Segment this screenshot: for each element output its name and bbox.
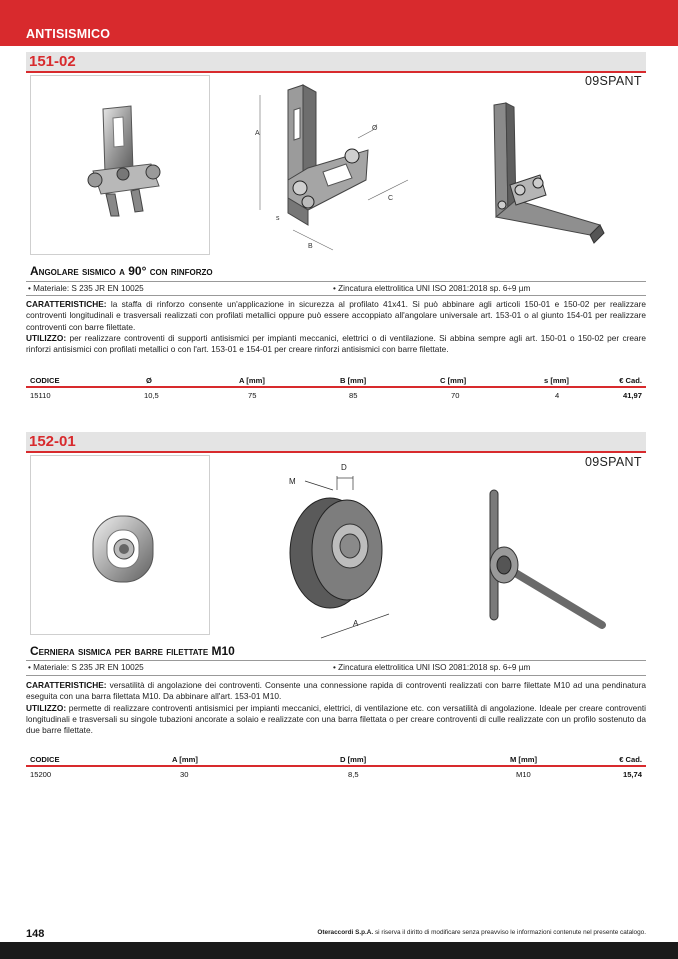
- section-title: ANTISISMICO: [26, 27, 111, 41]
- features-label: CARATTERISTICHE:: [26, 680, 107, 690]
- product-photo: [30, 75, 210, 255]
- product-code: 151-02: [29, 53, 76, 70]
- cell-codice: 15200: [30, 770, 52, 779]
- col-d: D [mm]: [340, 755, 367, 764]
- price-table: [26, 753, 646, 780]
- table-divider: [26, 765, 646, 767]
- cell-diameter: 10,5: [144, 391, 159, 400]
- col-b: B [mm]: [340, 376, 367, 385]
- assembly-render: [480, 485, 610, 635]
- divider: [26, 281, 646, 282]
- technical-drawing: [248, 80, 418, 255]
- col-codice: CODICE: [30, 376, 60, 385]
- col-codice: CODICE: [30, 755, 60, 764]
- col-price: € Cad.: [619, 376, 642, 385]
- use-label: UTILIZZO:: [26, 702, 67, 713]
- disclaimer-text: si riserva il diritto di modificare senza preavviso le informazioni contenute nel presente catalogo.: [374, 929, 646, 936]
- col-price: € Cad.: [619, 755, 642, 764]
- table-divider: [26, 386, 646, 388]
- table-row: [26, 389, 646, 401]
- features-text: versatilità di angolazione dei controventi. Consente una connessione rapida di controventi realizzati con barre filettate M10 ad una pendinatura eseguita con una barra filettata M10. Da abbinare all'art. 153-01 M10.: [26, 680, 646, 702]
- price-table: [26, 374, 646, 401]
- features-text: la staffa di rinforzo consente un'applicazione in sicurezza al profilato 41x41. Si può abbinare agli articoli 150-01 e 150-02 per realizzare controventi longitudinali e trasversali realizzati con profilati metallici oppure può essere accoppiato all'angolare universale art. 153-01 o al giunto 154-01 per realizzare controventi con barre filettate.: [26, 299, 646, 332]
- cell-s: 4: [555, 391, 560, 400]
- cell-price: 41,97: [622, 391, 642, 400]
- col-c: C [mm]: [440, 376, 467, 385]
- finish-spec: • Zincatura elettrolitica UNI ISO 2081:2018 sp. 6÷9 µm: [333, 663, 531, 672]
- table-row: [26, 768, 646, 780]
- dim-label-b: B: [308, 243, 313, 250]
- brand-label: 09SPANT: [585, 455, 642, 469]
- cell-codice: 15110: [30, 391, 51, 400]
- hinge-photo-icon: [31, 456, 209, 634]
- divider: [26, 675, 646, 676]
- product-header: [26, 432, 646, 451]
- footer-bar: [0, 942, 678, 959]
- col-a: A [mm]: [172, 755, 198, 764]
- dim-label-c: C: [388, 195, 394, 202]
- page-number: 148: [26, 928, 45, 940]
- dim-label-a: A: [353, 619, 359, 628]
- cell-c: 70: [451, 391, 460, 400]
- product-description: [26, 680, 646, 736]
- cell-b: 85: [349, 391, 358, 400]
- finish-spec: • Zincatura elettrolitica UNI ISO 2081:2018 sp. 6÷9 µm: [333, 284, 531, 293]
- divider: [26, 71, 646, 73]
- dim-label-m: M: [289, 477, 296, 486]
- use-text: per realizzare controventi di supporti antisismici per impianti meccanici, elettrici o di ventilazione. Si abbina sempre agli art. 150-01 o 150-02 per creare rinforzi antisismici con profilati metallici o con l'art. 153-01 e 154-01 per creare rinforzi antisismici con barre filettate.: [26, 332, 646, 355]
- material-spec: • Materiale: S 235 JR EN 10025: [28, 663, 144, 672]
- divider: [26, 451, 646, 453]
- assembly-render: [480, 95, 610, 245]
- features-label: CARATTERISTICHE:: [26, 299, 107, 309]
- col-m: M [mm]: [510, 755, 537, 764]
- product-title: Cerniera sismica per barre filettate M10: [30, 644, 235, 658]
- brand-label: 09SPANT: [585, 74, 642, 88]
- divider: [26, 660, 646, 661]
- cell-a: 30: [180, 770, 189, 779]
- dim-label-diameter: Ø: [372, 125, 378, 132]
- dim-label-d: D: [341, 463, 347, 472]
- table-header: [26, 374, 646, 386]
- disclaimer: [317, 929, 646, 936]
- col-s: s [mm]: [544, 376, 569, 385]
- table-header: [26, 753, 646, 765]
- product-description: [26, 299, 646, 355]
- col-a: A [mm]: [239, 376, 265, 385]
- use-text: permette di realizzare controventi antisismici per impianti meccanici, elettrici, di ventilazione etc. con versatilità di angolazione. Ideale per creare controventi longitudinali e trasversali su singole tubazioni ancorate a solaio e realizzate con una barra filettata o per creare controventi di culle realizzate con un profilo sostenuto da due barre filettate.: [26, 702, 647, 736]
- technical-drawing: [285, 458, 405, 638]
- product-title: Angolare sismico a 90° con rinforzo: [30, 264, 213, 278]
- divider: [26, 295, 646, 296]
- col-diameter: Ø: [146, 376, 152, 385]
- cell-a: 75: [248, 391, 257, 400]
- use-label: UTILIZZO:: [26, 332, 67, 343]
- angle-bracket-photo-icon: [31, 76, 209, 254]
- product-header: [26, 52, 646, 71]
- cell-m: M10: [516, 770, 531, 779]
- section-header-bar: [0, 0, 678, 46]
- product-photo: [30, 455, 210, 635]
- cell-d: 8,5: [348, 770, 359, 779]
- cell-price: 15,74: [622, 770, 642, 779]
- company-name: Oteraccordi S.p.A.: [317, 929, 374, 936]
- material-spec: • Materiale: S 235 JR EN 10025: [28, 284, 144, 293]
- dim-label-a: A: [255, 130, 260, 137]
- dim-label-s: s: [276, 215, 280, 222]
- product-code: 152-01: [29, 433, 76, 450]
